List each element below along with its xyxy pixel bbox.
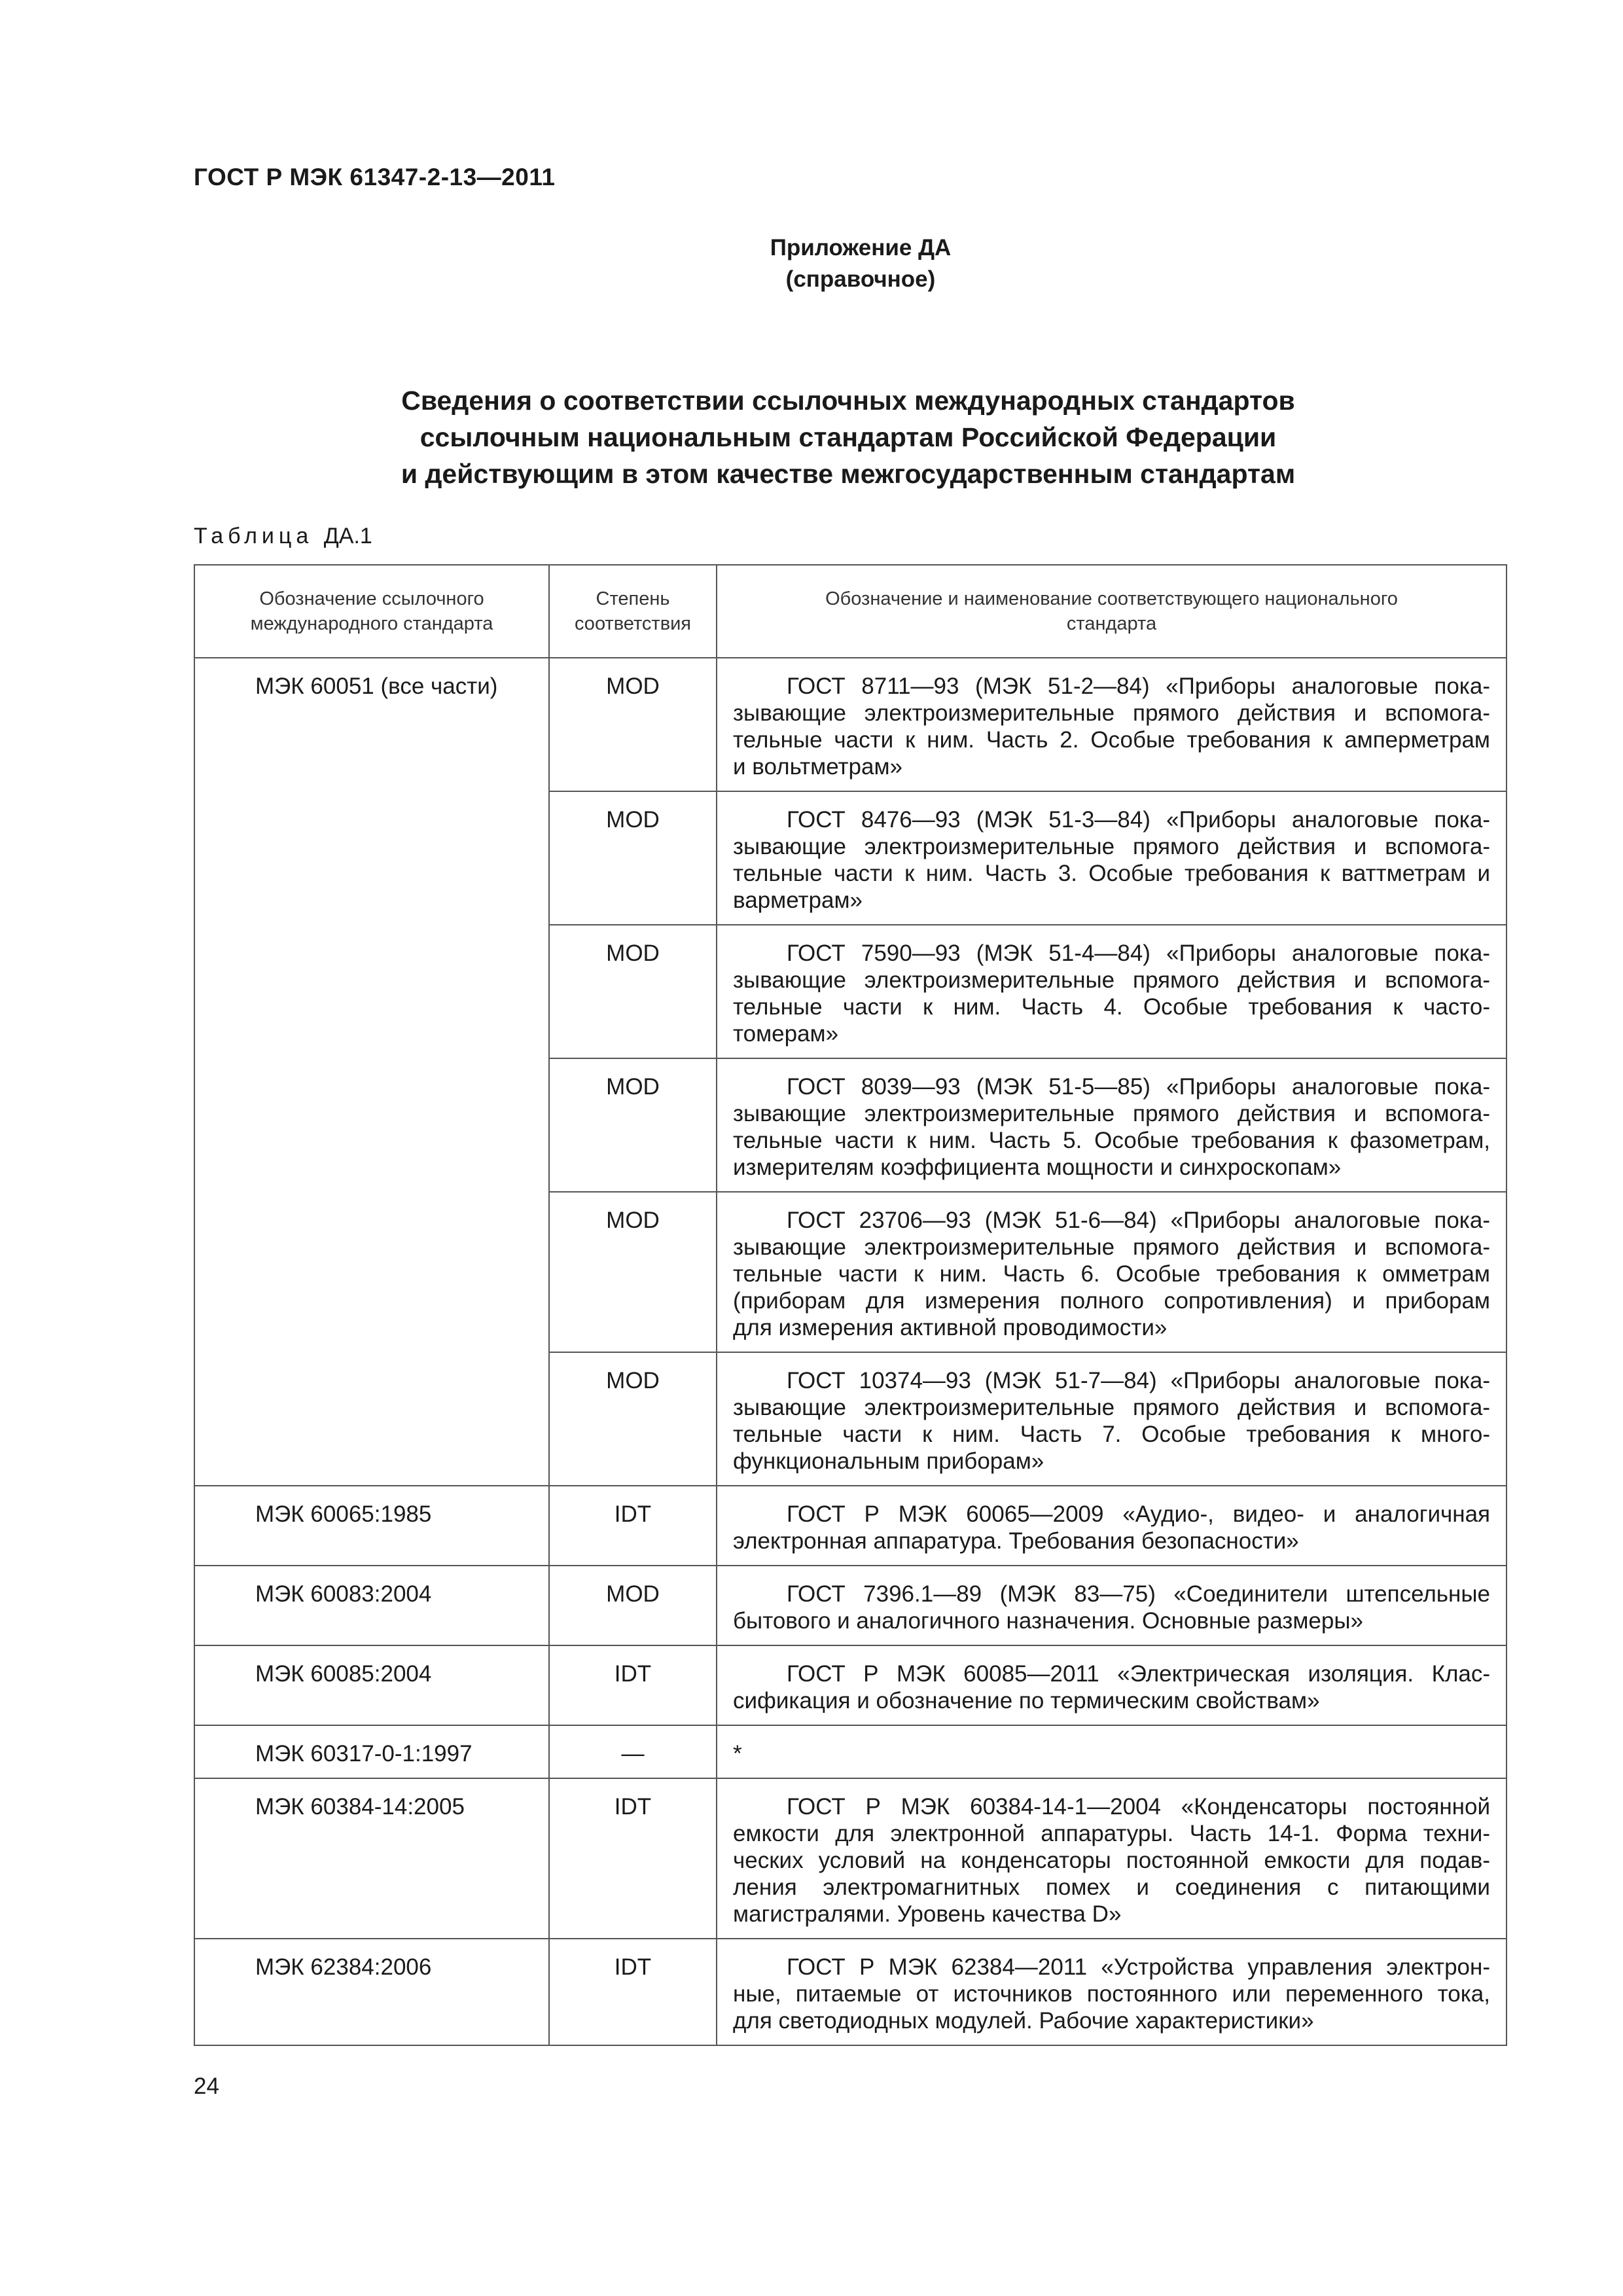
cell-national-standard xyxy=(717,1486,1507,1566)
document-code: ГОСТ Р МЭК 61347-2-13—2011 xyxy=(194,164,556,190)
header-line: соответствия xyxy=(574,613,692,634)
national-standard-line: ГОСТ Р МЭК 60085—2011 «Электрическая изоляция. Клас- xyxy=(787,1661,1490,1687)
section-title-line: Сведения о соответствии ссылочных международных стандартов xyxy=(401,386,1295,416)
header-line: Обозначение ссылочного xyxy=(259,588,484,609)
national-standard-line: ГОСТ 7590—93 (МЭК 51-4—84) «Приборы аналоговые пока- xyxy=(787,941,1490,966)
header-line: Обозначение и наименование соответствующего национального xyxy=(825,588,1398,609)
national-standard-line: зывающие электроизмерительные прямого действия и вспомога- xyxy=(733,700,1490,726)
national-standard-line: (приборам для измерения полного сопротивления) и приборам xyxy=(733,1288,1490,1314)
national-standard-line: зывающие электроизмерительные прямого действия и вспомога- xyxy=(733,1101,1490,1126)
cell-degree: IDT xyxy=(549,1778,717,1939)
cell-national-standard xyxy=(717,925,1507,1058)
section-title xyxy=(194,382,1503,492)
national-standard-line: варметрам» xyxy=(733,888,863,913)
national-standard-line: тельные части к ним. Часть 6. Особые требования к омметрам xyxy=(733,1261,1490,1287)
cell-degree: MOD xyxy=(549,925,717,1058)
cell-national-standard xyxy=(717,1058,1507,1192)
cell-degree: IDT xyxy=(549,1645,717,1725)
table-row xyxy=(194,1566,1507,1645)
national-standard-line: зывающие электроизмерительные прямого действия и вспомога- xyxy=(733,834,1490,859)
table-body xyxy=(194,658,1507,2045)
cell-international-standard: МЭК 60083:2004 xyxy=(194,1566,549,1645)
section-title-line: и действующим в этом качестве межгосударственным стандартам xyxy=(401,459,1296,489)
national-standard-line: ГОСТ 8476—93 (МЭК 51-3—84) «Приборы аналоговые пока- xyxy=(787,807,1490,833)
cell-national-standard xyxy=(717,1939,1507,2045)
cell-degree: — xyxy=(549,1725,717,1778)
section-title-line: ссылочным национальным стандартам Российской Федерации xyxy=(419,422,1277,452)
cell-international-standard: МЭК 60317-0-1:1997 xyxy=(194,1725,549,1778)
national-standard-line: ГОСТ 23706—93 (МЭК 51-6—84) «Приборы аналоговые пока- xyxy=(787,1208,1490,1233)
table-row xyxy=(194,658,1507,791)
national-standard-line: ГОСТ Р МЭК 60065—2009 «Аудио-, видео- и аналогичная xyxy=(787,1501,1490,1527)
national-standard-line: тельные части к ним. Часть 2. Особые требования к амперметрам xyxy=(733,727,1490,753)
national-standard-line: ГОСТ Р МЭК 60384-14-1—2004 «Конденсаторы постоянной xyxy=(787,1794,1490,1820)
cell-national-standard xyxy=(717,1352,1507,1486)
national-standard-line: зывающие электроизмерительные прямого действия и вспомога- xyxy=(733,967,1490,993)
national-standard-line: сификация и обозначение по термическим свойствам» xyxy=(733,1688,1320,1713)
national-standard-line: тельные части к ним. Часть 4. Особые требования к часто- xyxy=(733,994,1490,1020)
cell-national-standard xyxy=(717,791,1507,925)
table-row xyxy=(194,1778,1507,1939)
cell-national-standard xyxy=(717,1778,1507,1939)
cell-international-standard: МЭК 60065:1985 xyxy=(194,1486,549,1566)
national-standard-line: магистралями. Уровень качества D» xyxy=(733,1901,1122,1927)
national-standard-line: тельные части к ним. Часть 3. Особые требования к ваттметрам и xyxy=(733,861,1490,886)
cell-international-standard: МЭК 60384-14:2005 xyxy=(194,1778,549,1939)
cell-degree: MOD xyxy=(549,1352,717,1486)
header-national-standard xyxy=(717,565,1507,658)
cell-international-standard: МЭК 60051 (все части) xyxy=(194,658,549,1486)
national-standard-line: ГОСТ 8039—93 (МЭК 51-5—85) «Приборы аналоговые пока- xyxy=(787,1074,1490,1100)
table-row xyxy=(194,1645,1507,1725)
header-degree xyxy=(549,565,717,658)
national-standard-line: ческих условий на конденсаторы постоянной емкости для подав- xyxy=(733,1848,1490,1873)
correspondence-table xyxy=(194,564,1507,2046)
table-row xyxy=(194,1486,1507,1566)
cell-international-standard: МЭК 60085:2004 xyxy=(194,1645,549,1725)
appendix-title: Приложение ДА xyxy=(770,235,952,260)
table-caption xyxy=(194,524,372,549)
cell-national-standard xyxy=(717,658,1507,791)
cell-international-standard: МЭК 62384:2006 xyxy=(194,1939,549,2045)
cell-national-standard xyxy=(717,1725,1507,1778)
appendix-kind: (справочное) xyxy=(785,266,936,292)
table-row xyxy=(194,1725,1507,1778)
national-standard-line: ГОСТ 10374—93 (МЭК 51-7—84) «Приборы аналоговые пока- xyxy=(787,1368,1490,1393)
national-standard-line: * xyxy=(733,1741,742,1767)
national-standard-line: для светодиодных модулей. Рабочие характеристики» xyxy=(733,2008,1314,2034)
national-standard-line: электронная аппаратура. Требования безопасности» xyxy=(733,1528,1299,1554)
national-standard-line: ные, питаемые от источников постоянного или переменного тока, xyxy=(733,1981,1490,2007)
cell-degree: MOD xyxy=(549,1566,717,1645)
national-standard-line: функциональным приборам» xyxy=(733,1448,1044,1474)
table-row xyxy=(194,1939,1507,2045)
national-standard-line: ГОСТ Р МЭК 62384—2011 «Устройства управления электрон- xyxy=(787,1954,1490,1980)
cell-degree: IDT xyxy=(549,1939,717,2045)
national-standard-line: ления электромагнитных помех и соединения с питающими xyxy=(733,1874,1490,1900)
national-standard-line: бытового и аналогичного назначения. Основные размеры» xyxy=(733,1608,1363,1634)
national-standard-line: ГОСТ 8711—93 (МЭК 51-2—84) «Приборы аналоговые пока- xyxy=(787,673,1490,699)
national-standard-line: томерам» xyxy=(733,1021,839,1047)
header-international-standard xyxy=(194,565,549,658)
cell-national-standard xyxy=(717,1192,1507,1352)
national-standard-line: ГОСТ 7396.1—89 (МЭК 83—75) «Соединители штепсельные xyxy=(787,1581,1490,1607)
cell-degree: MOD xyxy=(549,791,717,925)
national-standard-line: емкости для электронной аппаратуры. Часть 14-1. Форма техни- xyxy=(733,1821,1490,1846)
header-line: Степень xyxy=(596,588,670,609)
cell-degree: MOD xyxy=(549,1058,717,1192)
national-standard-line: и вольтметрам» xyxy=(733,754,902,780)
page-number: 24 xyxy=(194,2073,219,2099)
national-standard-line: для измерения активной проводимости» xyxy=(733,1315,1168,1340)
national-standard-line: зывающие электроизмерительные прямого действия и вспомога- xyxy=(733,1234,1490,1260)
cell-national-standard xyxy=(717,1566,1507,1645)
cell-degree: MOD xyxy=(549,658,717,791)
table-caption-word: Таблица xyxy=(194,524,313,548)
cell-degree: IDT xyxy=(549,1486,717,1566)
table-caption-number: ДА.1 xyxy=(323,524,372,548)
table-header-row xyxy=(194,565,1507,658)
national-standard-line: тельные части к ним. Часть 7. Особые требования к много- xyxy=(733,1422,1490,1447)
header-line: стандарта xyxy=(1066,613,1157,634)
national-standard-line: измерителям коэффициента мощности и синхроскопам» xyxy=(733,1155,1342,1180)
header-line: международного стандарта xyxy=(250,613,493,634)
cell-degree: MOD xyxy=(549,1192,717,1352)
national-standard-line: тельные части к ним. Часть 5. Особые требования к фазометрам, xyxy=(733,1128,1490,1153)
national-standard-line: зывающие электроизмерительные прямого действия и вспомога- xyxy=(733,1395,1490,1420)
cell-national-standard xyxy=(717,1645,1507,1725)
